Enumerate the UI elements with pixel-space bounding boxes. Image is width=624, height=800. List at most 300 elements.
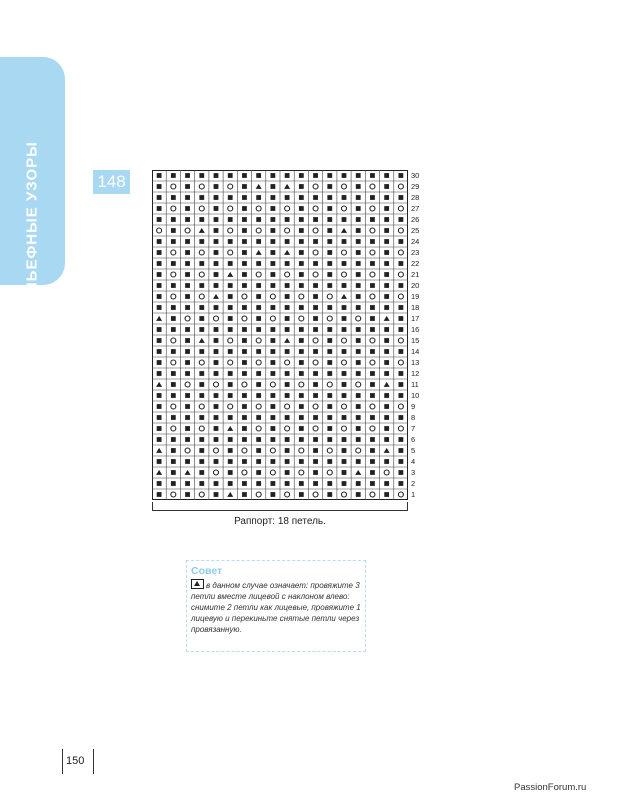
knit-stitch-mark (342, 261, 347, 266)
knit-stitch-mark (214, 195, 219, 200)
knit-stitch-mark (313, 382, 318, 387)
knit-stitch-mark (185, 173, 190, 178)
knit-stitch-mark (299, 173, 304, 178)
knit-stitch-mark (242, 371, 247, 376)
knit-stitch-mark (270, 327, 275, 332)
knit-stitch-mark (242, 426, 247, 431)
knit-stitch-mark (199, 415, 204, 420)
knit-stitch-mark (299, 404, 304, 409)
knit-stitch-mark (214, 173, 219, 178)
knit-stitch-mark (157, 305, 162, 310)
knit-stitch-mark (313, 349, 318, 354)
knit-stitch-mark (342, 481, 347, 486)
knit-stitch-mark (299, 327, 304, 332)
knit-stitch-mark (342, 415, 347, 420)
knit-stitch-mark (398, 371, 403, 376)
knit-stitch-mark (171, 327, 176, 332)
knit-stitch-mark (228, 382, 233, 387)
knit-stitch-mark (342, 349, 347, 354)
knit-stitch-mark (356, 360, 361, 365)
knit-stitch-mark (342, 316, 347, 321)
knit-stitch-mark (157, 426, 162, 431)
knit-stitch-mark (384, 228, 389, 233)
knit-stitch-mark (171, 382, 176, 387)
knit-stitch-mark (270, 228, 275, 233)
knit-stitch-mark (370, 195, 375, 200)
knit-stitch-mark (171, 195, 176, 200)
row-number: 20 (411, 281, 420, 290)
knit-stitch-mark (384, 481, 389, 486)
knit-stitch-mark (313, 217, 318, 222)
knit-stitch-mark (398, 261, 403, 266)
knit-stitch-mark (256, 294, 261, 299)
row-number: 16 (411, 325, 420, 334)
knit-stitch-mark (384, 294, 389, 299)
knit-stitch-mark (384, 327, 389, 332)
knit-stitch-mark (327, 426, 332, 431)
knit-stitch-mark (242, 404, 247, 409)
knit-stitch-mark (185, 272, 190, 277)
knit-stitch-mark (171, 228, 176, 233)
knit-stitch-mark (327, 250, 332, 255)
knit-stitch-mark (228, 470, 233, 475)
knit-stitch-mark (256, 173, 261, 178)
knit-stitch-mark (270, 349, 275, 354)
knit-stitch-mark (185, 305, 190, 310)
knit-stitch-mark (384, 371, 389, 376)
knit-stitch-mark (299, 228, 304, 233)
knit-stitch-mark (313, 294, 318, 299)
knit-stitch-mark (398, 283, 403, 288)
knit-stitch-mark (256, 448, 261, 453)
knit-stitch-mark (228, 283, 233, 288)
knit-stitch-mark (342, 437, 347, 442)
knit-stitch-mark (185, 217, 190, 222)
knit-stitch-mark (270, 206, 275, 211)
knit-stitch-mark (384, 250, 389, 255)
knit-stitch-mark (327, 283, 332, 288)
knit-stitch-mark (285, 239, 290, 244)
knit-stitch-mark (356, 206, 361, 211)
row-number: 18 (411, 303, 420, 312)
knit-stitch-mark (242, 206, 247, 211)
knit-stitch-mark (356, 228, 361, 233)
row-number: 4 (411, 457, 416, 466)
knit-stitch-mark (171, 283, 176, 288)
knit-stitch-mark (384, 360, 389, 365)
knit-stitch-mark (356, 283, 361, 288)
knit-stitch-mark (327, 459, 332, 464)
knit-stitch-mark (199, 217, 204, 222)
repeat-bracket (152, 502, 408, 511)
knit-stitch-mark (384, 338, 389, 343)
knit-stitch-mark (157, 173, 162, 178)
knit-stitch-mark (398, 217, 403, 222)
knit-stitch-mark (356, 459, 361, 464)
knit-stitch-mark (242, 228, 247, 233)
knit-stitch-mark (157, 294, 162, 299)
knit-stitch-mark (171, 173, 176, 178)
knit-stitch-mark (313, 448, 318, 453)
knit-stitch-mark (228, 316, 233, 321)
knit-stitch-mark (285, 481, 290, 486)
row-number: 17 (411, 314, 420, 323)
knit-stitch-mark (270, 393, 275, 398)
knit-stitch-mark (327, 184, 332, 189)
knit-stitch-mark (285, 448, 290, 453)
knit-stitch-mark (299, 492, 304, 497)
knit-stitch-mark (171, 415, 176, 420)
knit-stitch-mark (242, 415, 247, 420)
knit-stitch-mark (157, 437, 162, 442)
knit-stitch-mark (270, 426, 275, 431)
knit-stitch-mark (327, 239, 332, 244)
knit-stitch-mark (256, 283, 261, 288)
knit-stitch-mark (185, 371, 190, 376)
knit-stitch-mark (214, 206, 219, 211)
knit-stitch-mark (342, 217, 347, 222)
knit-stitch-mark (398, 239, 403, 244)
knit-stitch-mark (214, 283, 219, 288)
knit-stitch-mark (214, 459, 219, 464)
knit-stitch-mark (327, 415, 332, 420)
knit-stitch-mark (356, 239, 361, 244)
pattern-number-badge: 148 (93, 170, 130, 194)
knit-stitch-mark (199, 349, 204, 354)
knit-stitch-mark (327, 217, 332, 222)
row-number: 27 (411, 204, 420, 213)
knit-stitch-mark (356, 327, 361, 332)
knit-stitch-mark (327, 305, 332, 310)
row-number: 2 (411, 479, 416, 488)
knit-stitch-mark (157, 492, 162, 497)
knit-stitch-mark (327, 393, 332, 398)
knit-stitch-mark (228, 481, 233, 486)
knit-stitch-mark (171, 371, 176, 376)
knit-stitch-mark (157, 415, 162, 420)
knit-stitch-mark (270, 305, 275, 310)
knit-stitch-mark (327, 371, 332, 376)
knit-stitch-mark (370, 239, 375, 244)
knit-stitch-mark (384, 305, 389, 310)
knit-stitch-mark (199, 261, 204, 266)
row-number: 8 (411, 413, 416, 422)
knit-stitch-mark (171, 349, 176, 354)
knit-stitch-mark (185, 327, 190, 332)
row-number: 26 (411, 215, 420, 224)
knit-stitch-mark (313, 261, 318, 266)
knit-stitch-mark (157, 272, 162, 277)
knit-stitch-mark (256, 459, 261, 464)
knit-stitch-mark (342, 371, 347, 376)
knit-stitch-mark (327, 206, 332, 211)
knit-stitch-mark (384, 195, 389, 200)
knit-stitch-mark (270, 184, 275, 189)
knit-stitch-mark (342, 283, 347, 288)
knit-stitch-mark (228, 173, 233, 178)
knit-stitch-mark (185, 404, 190, 409)
knit-stitch-mark (256, 349, 261, 354)
knit-stitch-mark (313, 459, 318, 464)
knit-stitch-mark (270, 250, 275, 255)
knit-stitch-mark (256, 470, 261, 475)
knit-stitch-mark (270, 217, 275, 222)
knit-stitch-mark (299, 459, 304, 464)
knit-stitch-mark (242, 437, 247, 442)
knit-stitch-mark (299, 426, 304, 431)
row-number-column (411, 170, 433, 500)
knit-stitch-mark (285, 371, 290, 376)
knit-stitch-mark (356, 426, 361, 431)
knit-stitch-mark (157, 195, 162, 200)
knit-stitch-mark (285, 195, 290, 200)
knit-stitch-mark (157, 239, 162, 244)
knit-stitch-mark (299, 239, 304, 244)
knit-stitch-mark (398, 195, 403, 200)
knit-stitch-mark (398, 316, 403, 321)
row-number: 28 (411, 193, 420, 202)
knit-stitch-mark (157, 360, 162, 365)
knit-stitch-mark (242, 349, 247, 354)
knit-stitch-mark (171, 470, 176, 475)
row-number: 23 (411, 248, 420, 257)
knit-stitch-mark (256, 393, 261, 398)
knit-stitch-mark (384, 426, 389, 431)
knit-stitch-mark (313, 305, 318, 310)
knit-stitch-mark (285, 283, 290, 288)
knit-stitch-mark (256, 327, 261, 332)
knit-stitch-mark (228, 371, 233, 376)
knit-stitch-mark (370, 261, 375, 266)
knit-stitch-mark (228, 349, 233, 354)
knit-stitch-mark (299, 195, 304, 200)
knit-stitch-mark (285, 294, 290, 299)
knit-stitch-mark (157, 250, 162, 255)
knit-stitch-mark (270, 195, 275, 200)
knit-stitch-mark (242, 360, 247, 365)
knit-stitch-mark (285, 327, 290, 332)
knit-stitch-mark (228, 459, 233, 464)
knit-stitch-mark (342, 382, 347, 387)
section-title: РЕЛЬЕФНЫЕ УЗОРЫ (23, 141, 41, 315)
knit-stitch-mark (356, 184, 361, 189)
knit-stitch-mark (242, 239, 247, 244)
knit-stitch-mark (299, 206, 304, 211)
knit-stitch-mark (370, 470, 375, 475)
knit-stitch-mark (214, 272, 219, 277)
knit-stitch-mark (157, 327, 162, 332)
row-number: 15 (411, 336, 420, 345)
knit-stitch-mark (299, 360, 304, 365)
knit-stitch-mark (214, 415, 219, 420)
knit-stitch-mark (327, 349, 332, 354)
knit-stitch-mark (270, 415, 275, 420)
knit-stitch-mark (199, 437, 204, 442)
knit-stitch-mark (370, 437, 375, 442)
knit-stitch-mark (313, 327, 318, 332)
knit-stitch-mark (313, 437, 318, 442)
chart-grid (152, 170, 408, 500)
knit-stitch-mark (384, 283, 389, 288)
knit-stitch-mark (256, 195, 261, 200)
knit-stitch-mark (285, 173, 290, 178)
knit-stitch-mark (398, 305, 403, 310)
knit-stitch-mark (199, 448, 204, 453)
knit-stitch-mark (242, 283, 247, 288)
knit-stitch-mark (171, 393, 176, 398)
knit-stitch-mark (370, 371, 375, 376)
knit-stitch-mark (185, 360, 190, 365)
knit-stitch-mark (370, 173, 375, 178)
knit-stitch-mark (342, 327, 347, 332)
knit-stitch-mark (228, 195, 233, 200)
knit-stitch-mark (299, 393, 304, 398)
knit-stitch-mark (242, 305, 247, 310)
knit-stitch-mark (285, 437, 290, 442)
knit-stitch-mark (398, 327, 403, 332)
knit-stitch-mark (199, 382, 204, 387)
knit-stitch-mark (171, 437, 176, 442)
knit-stitch-mark (199, 470, 204, 475)
knit-stitch-mark (256, 382, 261, 387)
knit-stitch-mark (270, 459, 275, 464)
page-number: 150 (66, 755, 85, 767)
knit-stitch-mark (356, 437, 361, 442)
knit-stitch-mark (185, 184, 190, 189)
knit-stitch-mark (384, 437, 389, 442)
knit-stitch-mark (370, 459, 375, 464)
knit-stitch-mark (327, 437, 332, 442)
knit-stitch-mark (342, 459, 347, 464)
knit-stitch-mark (157, 371, 162, 376)
knit-stitch-mark (299, 481, 304, 486)
knit-stitch-mark (157, 338, 162, 343)
row-number: 21 (411, 270, 420, 279)
knit-stitch-mark (270, 481, 275, 486)
knit-stitch-mark (270, 283, 275, 288)
knit-stitch-mark (185, 261, 190, 266)
knit-stitch-mark (171, 239, 176, 244)
knit-stitch-mark (313, 470, 318, 475)
knit-stitch-mark (214, 250, 219, 255)
knit-stitch-mark (384, 393, 389, 398)
knit-stitch-mark (199, 327, 204, 332)
knit-stitch-mark (171, 316, 176, 321)
knit-stitch-mark (356, 349, 361, 354)
knit-stitch-mark (384, 272, 389, 277)
knit-stitch-mark (228, 261, 233, 266)
knit-stitch-mark (185, 393, 190, 398)
knit-stitch-mark (299, 261, 304, 266)
knit-stitch-mark (398, 448, 403, 453)
knit-stitch-mark (384, 404, 389, 409)
knit-stitch-mark (384, 492, 389, 497)
knit-stitch-mark (242, 492, 247, 497)
knit-stitch-mark (285, 217, 290, 222)
knit-stitch-mark (370, 415, 375, 420)
knit-stitch-mark (327, 272, 332, 277)
knit-stitch-mark (370, 283, 375, 288)
knit-stitch-mark (270, 272, 275, 277)
knit-stitch-mark (185, 294, 190, 299)
knit-stitch-mark (370, 448, 375, 453)
knit-stitch-mark (242, 184, 247, 189)
knit-stitch-mark (228, 305, 233, 310)
knit-stitch-mark (228, 437, 233, 442)
knit-stitch-mark (398, 382, 403, 387)
knit-stitch-mark (327, 360, 332, 365)
knit-stitch-mark (157, 404, 162, 409)
knit-stitch-mark (299, 217, 304, 222)
knit-stitch-mark (398, 437, 403, 442)
tip-box (186, 560, 366, 652)
knit-stitch-mark (171, 481, 176, 486)
knit-stitch-mark (242, 250, 247, 255)
knit-stitch-mark (157, 393, 162, 398)
knit-stitch-mark (199, 459, 204, 464)
knit-stitch-mark (242, 173, 247, 178)
row-number: 3 (411, 468, 416, 477)
knit-stitch-mark (384, 459, 389, 464)
knit-stitch-mark (313, 393, 318, 398)
knit-stitch-mark (185, 239, 190, 244)
knit-stitch-mark (384, 261, 389, 266)
knit-stitch-mark (228, 448, 233, 453)
knit-stitch-mark (185, 415, 190, 420)
knit-stitch-mark (199, 195, 204, 200)
knit-stitch-mark (299, 272, 304, 277)
knit-stitch-mark (171, 459, 176, 464)
knit-stitch-mark (313, 195, 318, 200)
knit-stitch-mark (327, 228, 332, 233)
knit-stitch-mark (384, 349, 389, 354)
knit-stitch-mark (157, 481, 162, 486)
knit-stitch-mark (398, 459, 403, 464)
row-number: 24 (411, 237, 420, 246)
knit-stitch-mark (256, 316, 261, 321)
knit-stitch-mark (342, 239, 347, 244)
knit-stitch-mark (256, 239, 261, 244)
knit-stitch-mark (342, 305, 347, 310)
row-number: 12 (411, 369, 420, 378)
knit-stitch-mark (157, 184, 162, 189)
tip-text: в данном случае означает: провяжите 3 петли вместе лицевой с наклоном влево: снимите 2 петли как лицевые, провяжите 1 лицевую и перекиньте снятые петли через провязанную. (191, 581, 361, 634)
knit-stitch-mark (270, 173, 275, 178)
row-number: 6 (411, 435, 416, 444)
knit-stitch-mark (356, 393, 361, 398)
knit-stitch-mark (370, 305, 375, 310)
knit-stitch-mark (356, 492, 361, 497)
knit-stitch-mark (285, 459, 290, 464)
knit-stitch-mark (398, 393, 403, 398)
knit-stitch-mark (313, 415, 318, 420)
knit-stitch-mark (313, 481, 318, 486)
knit-stitch-mark (242, 338, 247, 343)
knit-stitch-mark (270, 371, 275, 376)
knit-stitch-mark (270, 360, 275, 365)
knit-stitch-mark (342, 173, 347, 178)
knit-stitch-mark (171, 448, 176, 453)
knit-stitch-mark (327, 492, 332, 497)
knit-stitch-mark (242, 393, 247, 398)
knit-stitch-mark (214, 338, 219, 343)
knit-stitch-mark (256, 217, 261, 222)
knit-stitch-mark (384, 239, 389, 244)
knit-stitch-mark (299, 184, 304, 189)
knit-stitch-mark (214, 404, 219, 409)
knit-stitch-mark (199, 371, 204, 376)
knit-stitch-mark (199, 283, 204, 288)
